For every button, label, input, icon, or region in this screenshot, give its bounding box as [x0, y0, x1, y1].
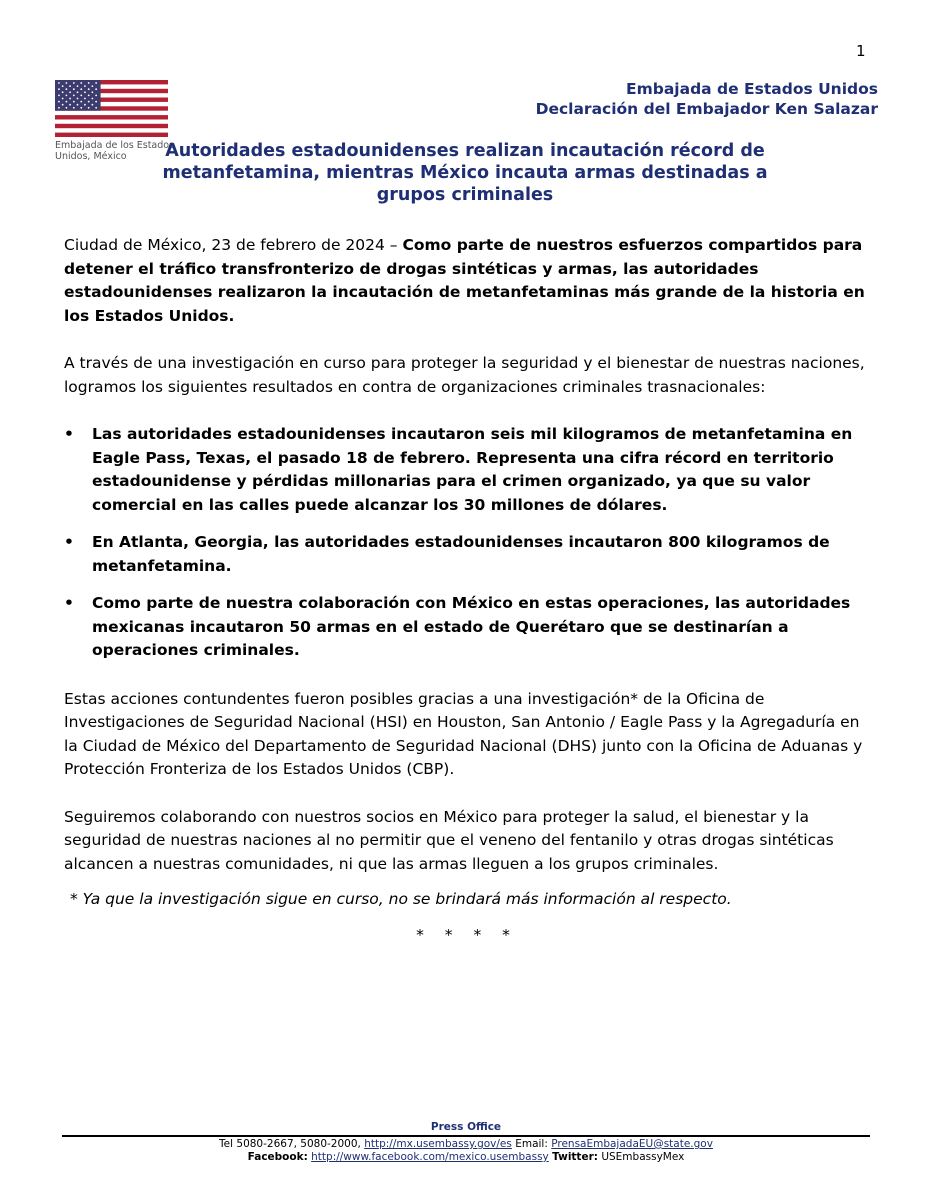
commitment-paragraph: Seguiremos colaborando con nuestros socios en México para proteger la salud, el bienestar y la seguridad de nuestras naciones al no permitir que el veneno del fentanilo y otras drogas sintéticas alcancen a nuestras comunidades, ni que las armas lleguen a los grupos criminales. — [64, 807, 834, 873]
footer — [62, 1121, 870, 1164]
investigation-paragraph: Estas acciones contundentes fueron posibles gracias a una investigación* de la Oficina de Investigaciones de Seguridad Nacional (HSI) en Houston, San Antonio / Eagle Pass y la Agregaduría en la Ciudad de México del Departamento de Seguridad Nacional (DHS) junto con la Oficina de Aduanas y Protección Fronteriza de los Estados Unidos (CBP). — [64, 689, 863, 778]
phone-numbers: Tel 5080-2667, 5080-2000, — [219, 1138, 361, 1150]
end-separator: * * * * — [416, 925, 518, 944]
list-item: • Las autoridades estadounidenses incautaron seis mil kilogramos de metanfetamina en Eagle Pass, Texas, el pasado 18 de febrero. Representa una cifra récord en territorio estadounidense y pérdidas millonarias para el crimen organizado, ya que su valor comercial en las calles puede alcanzar los 30 millones de dólares. — [64, 423, 870, 517]
page-number: 1 — [856, 42, 866, 60]
facebook-label: Facebook: — [247, 1151, 308, 1163]
body-text — [64, 234, 870, 947]
email-label: Email: — [515, 1138, 548, 1150]
website-link[interactable]: http://mx.usembassy.gov/es — [364, 1138, 512, 1150]
lead-text: Como parte de nuestros esfuerzos compartidos para detener el tráfico transfronterizo de drogas sintéticas y armas, las autoridades estadounidenses realizaron la incautación de metanfetaminas más grande de la historia en los Estados Unidos. — [64, 236, 865, 325]
twitter-handle: USEmbassyMex — [601, 1151, 685, 1163]
results-paragraph: A través de una investigación en curso para proteger la seguridad y el bienestar de nuestras naciones, logramos los siguientes resultados en contra de organizaciones criminales trasnacionales: — [64, 354, 865, 396]
statement-byline: Declaración del Embajador Ken Salazar — [535, 100, 878, 118]
results-list — [64, 423, 870, 663]
footnote: * Ya que la investigación sigue en curso, no se brindará más información al respecto. — [70, 890, 732, 908]
footer-contact-line — [62, 1138, 870, 1151]
embassy-name: Embajada de Estados Unidos — [626, 80, 878, 98]
letterhead — [536, 79, 878, 119]
intro-paragraph — [64, 234, 870, 328]
footer-divider — [62, 1135, 870, 1137]
list-item: • En Atlanta, Georgia, las autoridades estadounidenses incautaron 800 kilogramos de metanfetamina. — [64, 531, 870, 578]
list-item: • Como parte de nuestra colaboración con México en estas operaciones, las autoridades mexicanas incautaron 50 armas en el estado de Querétaro que se destinarían a operaciones criminales. — [64, 592, 870, 663]
twitter-label: Twitter: — [552, 1151, 598, 1163]
press-release-title: Autoridades estadounidenses realizan incautación récord de metanfetamina, mientras México incauta armas destinadas a grupos criminales — [162, 141, 768, 205]
us-flag-logo — [55, 80, 168, 137]
facebook-link[interactable]: http://www.facebook.com/mexico.usembassy — [311, 1151, 549, 1163]
email-link[interactable]: PrensaEmbajadaEU@state.gov — [551, 1138, 713, 1150]
press-office-label: Press Office — [430, 1121, 502, 1133]
footer-social-line — [62, 1151, 870, 1164]
dateline: Ciudad de México, 23 de febrero de 2024 – — [64, 236, 398, 254]
logo-caption: Embajada de los Estados Unidos, México — [55, 140, 175, 162]
